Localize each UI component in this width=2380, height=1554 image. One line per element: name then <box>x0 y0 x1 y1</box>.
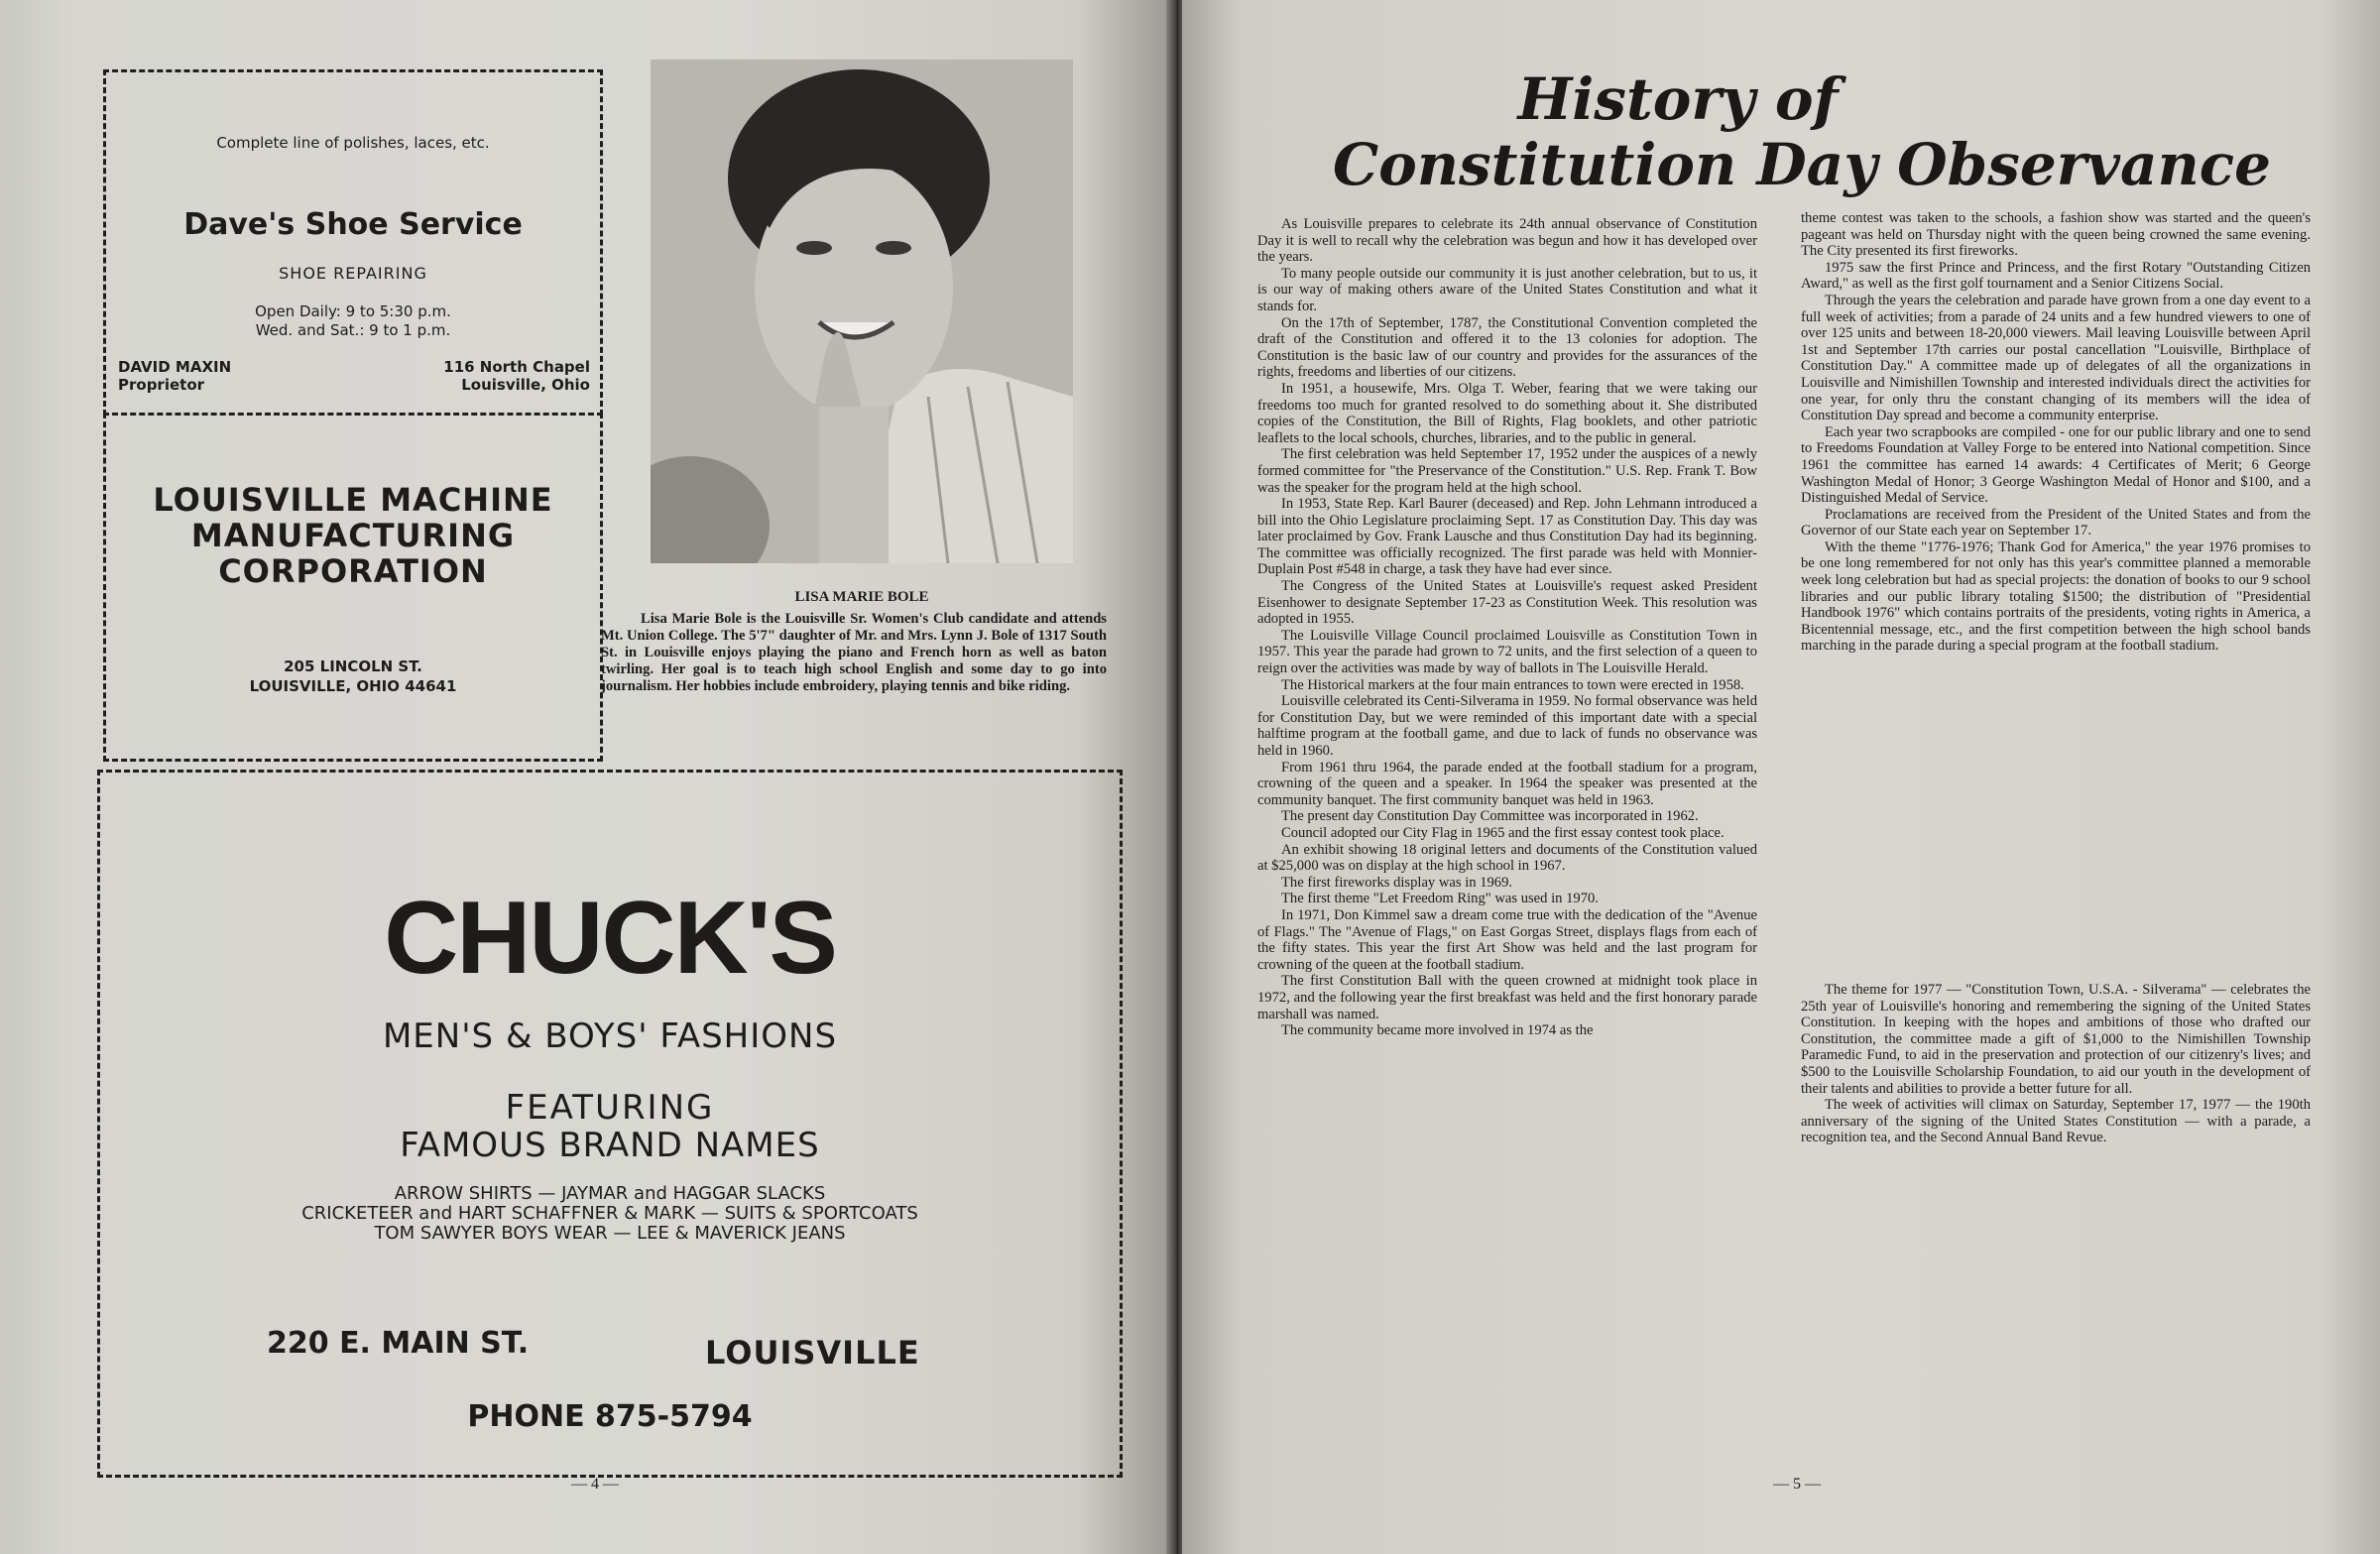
dave-address-1: 116 North Chapel <box>443 358 590 376</box>
article-paragraph: The Louisville Village Council proclaimed Louisville as Constitution Town in 1957. This year the parade had grown to 72 units, and the first selection of a queen to reign over the activities was made by way of ballots in The Louisville Herald. <box>1257 627 1757 677</box>
article-paragraph: Each year two scrapbooks are compiled - one for our public library and one to send to Freedoms Foundation at Valley Forge to be entered into National competition. Since 1961 the committee has earned 14 awards: 4 Certificates of Merit; 6 George Washington Medal of Honor; 3 George Washington Medal of Honor and $100, and a Distinguished Medal of Service. <box>1801 423 2311 507</box>
dave-address-2: Louisville, Ohio <box>461 376 590 394</box>
page-number-right: — 5 — <box>1773 1476 1821 1493</box>
article-paragraph: In 1971, Don Kimmel saw a dream come true with the dedication of the "Avenue of Flags." The "Avenue of Flags," on East Gorgas Street, displays flags from each of the fifty states. This year the first Art Show was held and the last program for crowning of the queen at the football stadium. <box>1257 906 1757 973</box>
article-column-1 <box>1257 216 1757 1039</box>
dave-tagline: Complete line of polishes, laces, etc. <box>216 134 490 152</box>
article-paragraph: The community became more involved in 1974 as the <box>1281 1022 1594 1039</box>
profile-name: LISA MARIE BOLE <box>794 589 929 605</box>
chucks-subtitle: MEN'S & BOYS' FASHIONS <box>382 1016 838 1056</box>
article-paragraph: The first celebration was held September 17, 1952 under the auspices of a newly formed committee for "the Preservance of the Constitution." U.S. Rep. Frank T. Bow was the speaker for the program held at the high school. <box>1257 446 1757 496</box>
article-paragraph: With the theme "1776-1976; Thank God for America," the year 1976 promises to be one long remembered for not only has this year's committee planned a memorable week long celebration but had as special projects: the donation of books to our 9 school libraries and our public library totaling $1500; the distribution of "Presidential Handbook 1976" which contains portraits of the presidents, voting rights in America, a Bicentennial message, etc., and the first competition between the high school bands marching in the parade during a special program at the football stadium. <box>1801 538 2311 655</box>
dave-service: SHOE REPAIRING <box>279 264 427 283</box>
article-paragraph: theme contest was taken to the schools, a fashion show was started and the queen's pageant was held on Thursday night with the queen being crowned the same evening. The City presented its first fireworks. <box>1801 210 2311 260</box>
title-line-1: History of <box>1517 65 1839 133</box>
chucks-street: 220 E. MAIN ST. <box>267 1326 530 1361</box>
profile-bio: Lisa Marie Bole is the Louisville Sr. Women's Club candidate and attends Mt. Union College. The 5'7" daughter of Mr. and Mrs. Lynn J. Bole of 1317 South St. in Louisville enjoys playing the piano and French horn as well as baton twirling. Her goal is to teach high school English and some day to go into journalism. Her hobbies include embroidery, playing tennis and bike riding. <box>601 611 1107 694</box>
article-column-2b <box>1801 982 2311 1146</box>
dave-hours-2: Wed. and Sat.: 9 to 1 p.m. <box>255 321 451 339</box>
chucks-brands-1: ARROW SHIRTS — JAYMAR and HAGGAR SLACKS <box>394 1183 826 1204</box>
chucks-featuring-1: FEATURING <box>505 1088 715 1128</box>
article-paragraph: The first Constitution Ball with the queen crowned at midnight took place in 1972, and the following year the first breakfast was held and the first honorary parade marshall was named. <box>1257 973 1757 1022</box>
machine-ad <box>103 413 603 762</box>
article-paragraph: An exhibit showing 18 original letters and documents of the Constitution valued at $25,000 was on display at the high school in 1967. <box>1257 841 1757 875</box>
article-paragraph: Proclamations are received from the President of the United States and from the Governor of our State each year on September 17. <box>1801 506 2311 539</box>
machine-address-1: 205 LINCOLN ST. <box>284 657 422 675</box>
machine-line-2: MANUFACTURING <box>190 517 516 554</box>
article-paragraph: The first theme "Let Freedom Ring" was used in 1970. <box>1281 891 1599 907</box>
machine-line-3: CORPORATION <box>218 552 488 590</box>
chucks-phone: PHONE 875-5794 <box>467 1399 753 1434</box>
machine-line-1: LOUISVILLE MACHINE <box>153 481 553 519</box>
article-paragraph: The week of activities will climax on Saturday, September 17, 1977 — the 190th anniversary of the signing of the United States Constitution — with a parade, a recognition tea, and the Second Annual Band Revue. <box>1801 1097 2311 1146</box>
article-paragraph: Louisville celebrated its Centi-Silverama in 1959. No formal observance was held for Constitution Day, but we were reminded of this important date with a special halftime program at the football game, and due to lack of funds no observance was held in 1960. <box>1257 693 1757 759</box>
chucks-brands-2: CRICKETEER and HART SCHAFFNER & MARK — SUITS & SPORTCOATS <box>301 1203 918 1224</box>
article-paragraph: In 1953, State Rep. Karl Baurer (deceased) and Rep. John Lehmann introduced a bill into the Ohio Legislature proclaiming Sept. 17 as Constitution Day. This day was later proclaimed by Gov. Frank Lausche and thus Constitution Day had its beginning. The committee was officially recognized. The first parade was held with Monnier-Duplain Post #548 in charge, a task they have had ever since. <box>1257 496 1757 578</box>
article-paragraph: The theme for 1977 — "Constitution Town, U.S.A. - Silverama" — celebrates the 25th year of Louisville's honoring and remembering the signing of the United States Constitution. In keeping with the hopes and ambitions of those who drafted our Constitution, the committee made a gift of $1,000 to the Nimishillen Township Paramedic Fund, to aid in the preservation and protection of our citizenry's lives; and $500 to the Louisville Scholarship Foundation, to aid our youth in the development of their talents and abilities to provide a better future for all. <box>1801 982 2311 1097</box>
dave-hours-1: Open Daily: 9 to 5:30 p.m. <box>255 302 451 320</box>
article-paragraph: On the 17th of September, 1787, the Constitutional Convention completed the draft of the Constitution and offered it to the 13 colonies for adoption. The Constitution is the basic law of our country and provides for the assurances of the rights, freedoms and liberties of our citizens. <box>1257 314 1757 381</box>
portrait-illustration <box>651 60 1073 563</box>
chucks-ad <box>97 770 1123 1478</box>
page-number-left: — 4 — <box>571 1476 619 1493</box>
title-line-2: Constitution Day Observance <box>1333 131 2271 198</box>
dave-owner: DAVID MAXIN <box>118 358 232 376</box>
dave-shoe-ad <box>103 69 603 416</box>
article-paragraph: Through the years the celebration and parade have grown from a one day event to a full week of activities; from a parade of 24 units and a few hundred viewers to one of over 125 units and between 18-20,000 viewers. Mail leaving Louisville between April 1st and September 17th carries our postal cancellation "Louisville, Birthplace of Constitution Day." A committee made up of delegates of all the organizations in Louisville and Nimishillen Township and interested individuals direct the activities for one year, for only thru the constant changing of its members will the idea of Constitution Day spread and become a community enterprise. <box>1801 292 2311 424</box>
dave-name: Dave's Shoe Service <box>183 207 523 242</box>
chucks-brands-3: TOM SAWYER BOYS WEAR — LEE & MAVERICK JEANS <box>374 1223 846 1244</box>
article-paragraph: The Congress of the United States at Louisville's request asked President Eisenhower to designate September 17-23 as Constitution Week. This resolution was adopted in 1955. <box>1257 578 1757 628</box>
article-paragraph: 1975 saw the first Prince and Princess, and the first Rotary "Outstanding Citizen Award," as well as the first golf tournament and a Senior Citizens Social. <box>1801 259 2311 293</box>
left-page <box>0 0 1170 1554</box>
chucks-city: LOUISVILLE <box>705 1334 920 1372</box>
article-paragraph: Council adopted our City Flag in 1965 and the first essay contest took place. <box>1281 824 1725 841</box>
article-paragraph: The Historical markers at the four main entrances to town were erected in 1958. <box>1281 676 1744 693</box>
article-paragraph: The present day Constitution Day Committee was incorporated in 1962. <box>1281 808 1699 825</box>
article-paragraph: As Louisville prepares to celebrate its 24th annual observance of Constitution Day it is well to recall why the celebration was begun and how it has developed over the years. <box>1257 216 1757 266</box>
right-page <box>1182 0 2380 1554</box>
dave-owner-title: Proprietor <box>118 376 205 394</box>
article-column-2a <box>1801 210 2311 655</box>
article-paragraph: To many people outside our community it is just another celebration, but to us, it is our way of making others aware of the United States Constitution and what it stands for. <box>1257 265 1757 314</box>
portrait-photo <box>651 60 1073 563</box>
article-paragraph: In 1951, a housewife, Mrs. Olga T. Weber, fearing that we were taking our freedoms too much for granted resolved to do something about it. She distributed copies of the Constitution, the Bill of Rights, Flag booklets, and other patriotic leaflets to the local schools, churches, libraries, and to the public in general. <box>1257 380 1757 446</box>
article-paragraph: From 1961 thru 1964, the parade ended at the football stadium for a program, crowning of the queen and a speaker. In 1964 the speaker was presented at the community banquet. The first community banquet was held in 1963. <box>1257 759 1757 808</box>
machine-address-2: LOUISVILLE, OHIO 44641 <box>249 677 457 695</box>
chucks-name: CHUCK'S <box>384 881 836 996</box>
chucks-featuring-2: FAMOUS BRAND NAMES <box>400 1126 820 1165</box>
article-paragraph: The first fireworks display was in 1969. <box>1281 874 1513 891</box>
